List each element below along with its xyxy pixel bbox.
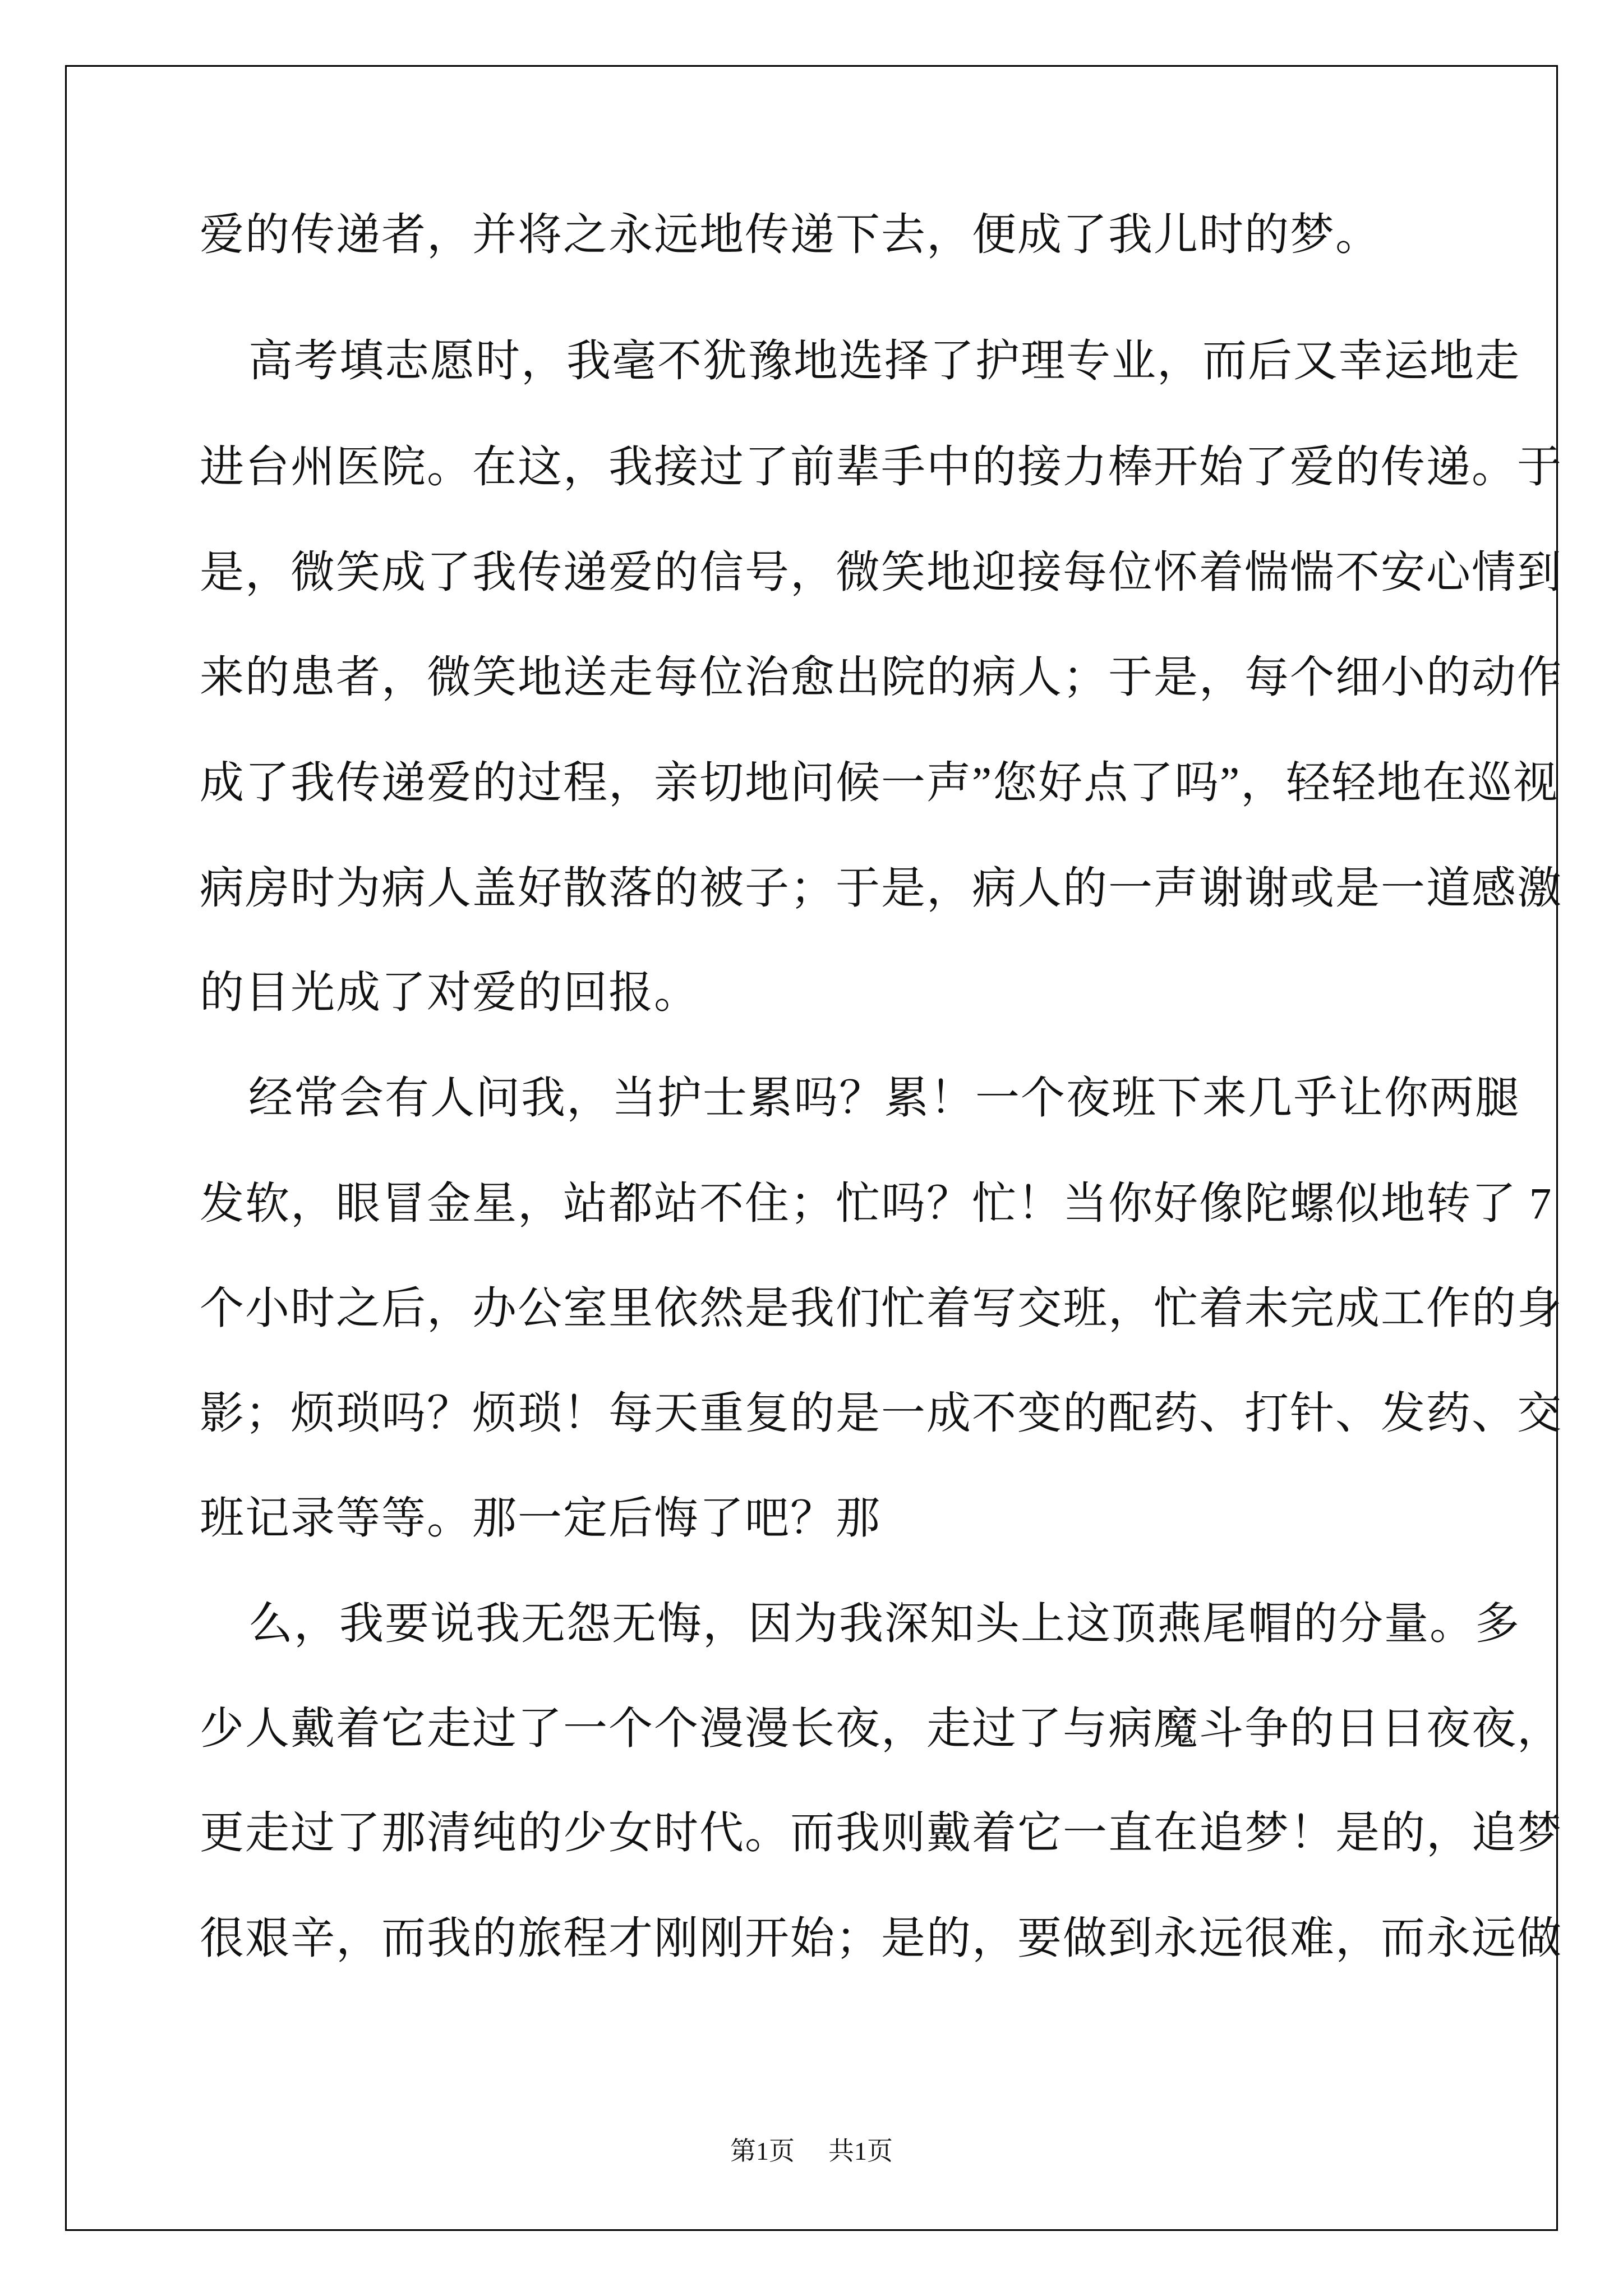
text-line: 成了我传递爱的过程，亲切地问候一声”您好点了吗”，轻轻地在巡视 xyxy=(200,759,1559,808)
text-line: 病房时为病人盖好散落的被子；于是，病人的一声谢谢或是一道感激 xyxy=(200,864,1562,913)
text-line: 爱的传递者，并将之永远地传递下去，便成了我儿时的梦。 xyxy=(200,211,1381,260)
text-line: 高考填志愿时，我毫不犹豫地选择了护理专业，而后又幸运地走 xyxy=(200,337,1520,386)
page-total: 共1页 xyxy=(828,2137,893,2165)
text-line: 少人戴着它走过了一个个漫漫长夜，走过了与病魔斗争的日日夜夜， xyxy=(200,1705,1562,1754)
text-line: 发软，眼冒金星，站都站不住；忙吗？忙！当你好像陀螺似地转了 7 xyxy=(200,1180,1553,1228)
text-line: 进台州医院。在这，我接过了前辈手中的接力棒开始了爱的传递。于 xyxy=(200,443,1562,492)
text-line: 么，我要说我无怨无悔，因为我深知头上这顶燕尾帽的分量。多 xyxy=(200,1600,1520,1649)
text-line: 班记录等等。那一定后悔了吧？那 xyxy=(200,1494,881,1543)
text-line: 经常会有人问我，当护士累吗？累！一个夜班下来几乎让你两腿 xyxy=(200,1074,1520,1123)
text-line: 来的患者，微笑地送走每位治愈出院的病人；于是，每个细小的动作 xyxy=(200,654,1562,702)
page-number: 第1页 xyxy=(730,2137,795,2165)
text-line: 是，微笑成了我传递爱的信号，微笑地迎接每位怀着惴惴不安心情到 xyxy=(200,549,1562,597)
text-line: 个小时之后，办公室里依然是我们忙着写交班，忙着未完成工作的身 xyxy=(200,1285,1562,1333)
text-line: 影；烦琐吗？烦琐！每天重复的是一成不变的配药、打针、发药、交 xyxy=(200,1389,1562,1438)
text-line: 很艰辛，而我的旅程才刚刚开始；是的，要做到永远很难，而永远做 xyxy=(200,1915,1562,1963)
text-line: 更走过了那清纯的少女时代。而我则戴着它一直在追梦！是的，追梦 xyxy=(200,1809,1562,1858)
text-line: 的目光成了对爱的回报。 xyxy=(200,969,699,1018)
page-footer xyxy=(0,2138,1623,2164)
